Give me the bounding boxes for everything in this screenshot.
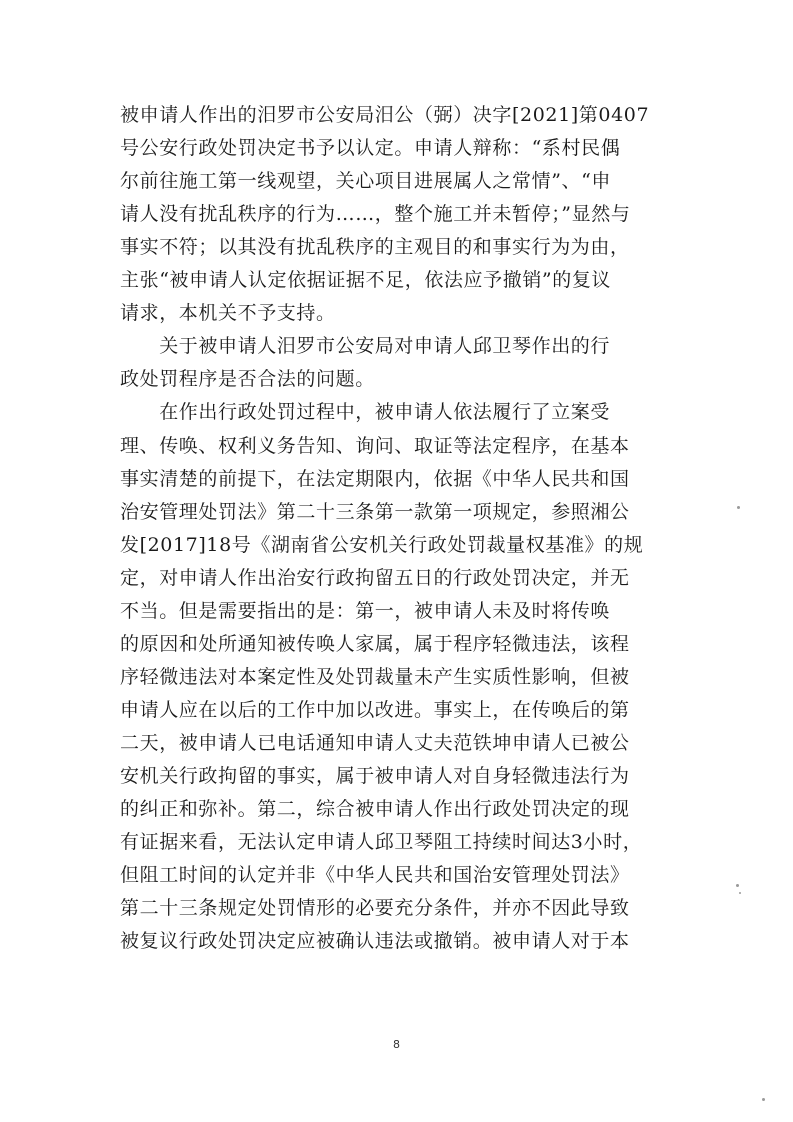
- text-line: 被申请人作出的汨罗市公安局汨公（弼）决字[2021]第0407: [120, 104, 650, 126]
- text-line: 序轻微违法对本案定性及处罚裁量未产生实质性影响，但被: [120, 666, 630, 688]
- text-line: 不当。但是需要指出的是：第一，被申请人未及时将传唤: [120, 600, 611, 622]
- text-line: 关于被申请人汨罗市公安局对申请人邱卫琴作出的行: [120, 335, 611, 357]
- text-line: 号公安行政处罚决定书予以认定。申请人辩称：“系村民偶: [120, 137, 621, 159]
- text-line: 在作出行政处罚过程中，被申请人依法履行了立案受: [120, 401, 611, 423]
- text-line: 理、传唤、权利义务告知、询问、取证等法定程序，在基本: [120, 435, 630, 457]
- text-line: 事实清楚的前提下，在法定期限内，依据《中华人民共和国: [120, 468, 630, 490]
- text-line: 第二十三条规定处罚情形的必要充分条件，并亦不因此导致: [120, 897, 630, 919]
- page-number: 8: [393, 1038, 400, 1051]
- text-line: 发[2017]18号《湖南省公安机关行政处罚裁量权基准》的规: [120, 534, 644, 556]
- scan-speck: [737, 506, 740, 509]
- scan-speck: [762, 1098, 765, 1101]
- text-line: 申请人应在以后的工作中加以改进。事实上，在传唤后的第: [120, 699, 630, 721]
- text-line: 安机关行政拘留的事实，属于被申请人对自身轻微违法行为: [120, 765, 630, 787]
- scan-speck: [736, 884, 739, 887]
- text-line: 定，对申请人作出治安行政拘留五日的行政处罚决定，并无: [120, 567, 630, 589]
- text-line: 请求，本机关不予支持。: [120, 302, 336, 324]
- text-line: 的原因和处所通知被传唤人家属，属于程序轻微违法，该程: [120, 633, 630, 655]
- text-line: 二天，被申请人已电话通知申请人丈夫范铁坤申请人已被公: [120, 732, 630, 754]
- text-line: 的纠正和弥补。第二，综合被申请人作出行政处罚决定的现: [120, 798, 630, 820]
- text-line: 尔前往施工第一线观望，关心项目进展属人之常情”、“申: [120, 170, 612, 192]
- text-line: 被复议行政处罚决定应被确认违法或撤销。被申请人对于本: [120, 930, 630, 952]
- text-line: 事实不符；以其没有扰乱秩序的主观目的和事实行为为由，: [120, 236, 630, 258]
- text-line: 治安管理处罚法》第二十三条第一款第一项规定，参照湘公: [120, 501, 630, 523]
- text-line: 请人没有扰乱秩序的行为……，整个施工并未暂停；”显然与: [120, 203, 631, 225]
- text-line: 主张“被申请人认定依据证据不足，依法应予撤销”的复议: [120, 269, 612, 291]
- text-line: 政处罚程序是否合法的问题。: [120, 368, 375, 390]
- text-line: 有证据来看，无法认定申请人邱卫琴阻工持续时间达3小时，: [120, 831, 643, 853]
- scan-speck: [739, 892, 741, 894]
- text-line: 但阻工时间的认定并非《中华人民共和国治安管理处罚法》: [120, 864, 630, 886]
